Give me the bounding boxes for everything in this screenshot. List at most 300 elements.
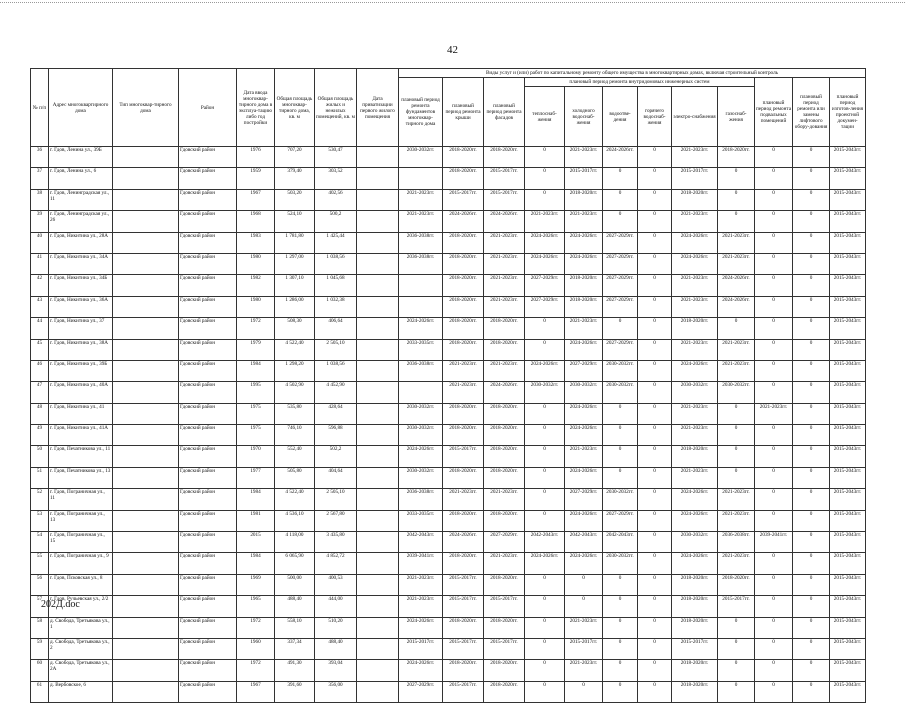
cell-drain: 2030-2032гг.: [603, 489, 638, 510]
cell-cold: 2018-2020гг.: [565, 296, 603, 317]
cell-foundation: 2036-2038гг.: [399, 253, 443, 274]
cell-basement: 0: [755, 425, 793, 446]
cell-basement: 0: [755, 296, 793, 317]
table-row: [31, 253, 866, 274]
cell-district: Гдовский район: [179, 510, 237, 531]
cell-num: 61: [31, 681, 49, 702]
cell-heat: 0: [525, 510, 565, 531]
table-row: [31, 553, 866, 574]
cell-priv: [357, 189, 399, 210]
cell-district: Гдовский район: [179, 617, 237, 638]
cell-elevator: 0: [793, 318, 830, 339]
cell-year: 1965: [237, 596, 275, 617]
cell-address: г. Гдов, Ленинградская ул., 11: [49, 189, 113, 210]
cell-address: г. Гдов, Никитина ул., 39Б: [49, 360, 113, 381]
cell-num: 43: [31, 296, 49, 317]
header-heat: теплоснаб-жения: [525, 87, 565, 147]
cell-priv: [357, 211, 399, 232]
cell-elevator: 0: [793, 467, 830, 488]
cell-heat: 0: [525, 339, 565, 360]
cell-type: [113, 360, 179, 381]
cell-year: 1976: [237, 147, 275, 168]
cell-roof: 2015-2017гг.: [443, 446, 484, 467]
table-row: [31, 318, 866, 339]
cell-basement: 0: [755, 211, 793, 232]
cell-electric: 2024-2026гг.: [672, 553, 718, 574]
cell-foundation: 2030-2032гг.: [399, 425, 443, 446]
cell-total: 503,20: [275, 189, 315, 210]
header-basement: плановый период ремонта подвальных помещений: [755, 78, 793, 147]
cell-address: д. Свобода, Третьякова ул., 2: [49, 638, 113, 659]
cell-design: 2015-2043гг.: [830, 574, 866, 595]
cell-foundation: 2039-2041гг.: [399, 553, 443, 574]
cell-basement: 0: [755, 553, 793, 574]
cell-basement: 0: [755, 489, 793, 510]
cell-design: 2015-2043гг.: [830, 275, 866, 296]
cell-hot: 0: [638, 638, 672, 659]
cell-cold: 2018-2020гг.: [565, 189, 603, 210]
cell-cold: 2018-2020гг.: [565, 275, 603, 296]
cell-living: 393,04: [315, 660, 357, 681]
table-row: [31, 467, 866, 488]
cell-address: г. Гдов, Никитина ул., 40А: [49, 382, 113, 403]
cell-design: 2015-2043гг.: [830, 403, 866, 424]
cell-drain: 0: [603, 403, 638, 424]
cell-address: г. Гдов, Пограничная ул., 13: [49, 510, 113, 531]
cell-type: [113, 168, 179, 189]
cell-facade: 2027-2029гг.: [484, 532, 525, 553]
cell-foundation: 2021-2023гг.: [399, 596, 443, 617]
cell-type: [113, 147, 179, 168]
cell-priv: [357, 532, 399, 553]
cell-year: 1983: [237, 232, 275, 253]
cell-type: [113, 617, 179, 638]
cell-heat: 2030-2032гг.: [525, 382, 565, 403]
cell-hot: 0: [638, 510, 672, 531]
cell-facade: 2018-2020гг.: [484, 403, 525, 424]
cell-year: 1979: [237, 339, 275, 360]
cell-hot: 0: [638, 318, 672, 339]
cell-electric: 2015-2017гг.: [672, 638, 718, 659]
cell-year: 1981: [237, 510, 275, 531]
cell-address: г. Гдов, Пограничная ул., 9: [49, 553, 113, 574]
header-systems-group: плановый период ремонта внутридомовых инженерных систем: [525, 78, 755, 87]
cell-total: 508,30: [275, 318, 315, 339]
header-electric: электро-снабжения: [672, 87, 718, 147]
cell-type: [113, 403, 179, 424]
cell-design: 2015-2043гг.: [830, 467, 866, 488]
cell-roof: 2018-2020гг.: [443, 275, 484, 296]
cell-hot: 0: [638, 574, 672, 595]
cell-num: 44: [31, 318, 49, 339]
cell-priv: [357, 232, 399, 253]
cell-facade: 2021-2023гг.: [484, 553, 525, 574]
cell-electric: 2018-2020гг.: [672, 574, 718, 595]
cell-drain: 0: [603, 425, 638, 446]
cell-year: 1975: [237, 425, 275, 446]
cell-address: г. Гдов, Псковская ул., 8: [49, 574, 113, 595]
cell-elevator: 0: [793, 446, 830, 467]
cell-year: 1959: [237, 168, 275, 189]
cell-heat: 0: [525, 168, 565, 189]
cell-roof: 2018-2020гг.: [443, 510, 484, 531]
cell-roof: 2018-2020гг.: [443, 553, 484, 574]
cell-heat: 0: [525, 574, 565, 595]
cell-design: 2015-2043гг.: [830, 253, 866, 274]
header-privatization: Дата приватизации первого жилого помещения: [357, 69, 399, 147]
cell-living: 2 567,80: [315, 510, 357, 531]
cell-drain: 0: [603, 596, 638, 617]
cell-num: 38: [31, 189, 49, 210]
cell-living: 1 425,44: [315, 232, 357, 253]
cell-hot: 0: [638, 553, 672, 574]
cell-facade: 2018-2020гг.: [484, 446, 525, 467]
cell-gas: 2018-2020гг.: [718, 147, 755, 168]
cell-district: Гдовский район: [179, 403, 237, 424]
cell-living: 500,2: [315, 211, 357, 232]
cell-type: [113, 253, 179, 274]
cell-drain: 0: [603, 574, 638, 595]
cell-facade: 2021-2023гг.: [484, 253, 525, 274]
cell-facade: 2018-2020гг.: [484, 617, 525, 638]
cell-heat: 0: [525, 189, 565, 210]
cell-foundation: 2033-2035гг.: [399, 510, 443, 531]
table-row: [31, 382, 866, 403]
cell-foundation: 2036-2038гг.: [399, 489, 443, 510]
cell-type: [113, 638, 179, 659]
cell-foundation: 2030-2032гг.: [399, 403, 443, 424]
cell-facade: 2018-2020гг.: [484, 339, 525, 360]
cell-year: 1972: [237, 318, 275, 339]
cell-district: Гдовский район: [179, 532, 237, 553]
cell-elevator: 0: [793, 403, 830, 424]
cell-foundation: 2015-2017гг.: [399, 638, 443, 659]
header-house-type: Тип многоквар-тирного дома: [113, 69, 179, 147]
cell-year: 1980: [237, 253, 275, 274]
cell-cold: 2015-2017гг.: [565, 168, 603, 189]
cell-district: Гдовский район: [179, 446, 237, 467]
cell-total: 488,40: [275, 596, 315, 617]
cell-elevator: 0: [793, 681, 830, 702]
cell-address: г. Гдов, Никитина ул., 34А: [49, 253, 113, 274]
cell-roof: 2018-2020гг.: [443, 232, 484, 253]
cell-foundation: [399, 275, 443, 296]
cell-elevator: 0: [793, 660, 830, 681]
cell-district: Гдовский район: [179, 253, 237, 274]
cell-heat: 0: [525, 318, 565, 339]
cell-priv: [357, 318, 399, 339]
cell-priv: [357, 553, 399, 574]
header-roof: плановый период ремонта крыши: [443, 78, 484, 147]
cell-living: 356,00: [315, 681, 357, 702]
cell-priv: [357, 425, 399, 446]
cell-cold: 0: [565, 596, 603, 617]
cell-district: Гдовский район: [179, 574, 237, 595]
cell-foundation: 2021-2023гг.: [399, 189, 443, 210]
cell-priv: [357, 617, 399, 638]
cell-type: [113, 510, 179, 531]
cell-type: [113, 596, 179, 617]
cell-hot: 0: [638, 681, 672, 702]
cell-gas: 2021-2023гг.: [718, 510, 755, 531]
cell-total: 391,60: [275, 681, 315, 702]
cell-gas: 0: [718, 189, 755, 210]
cell-elevator: 0: [793, 296, 830, 317]
cell-heat: 2021-2023гг.: [525, 211, 565, 232]
cell-cold: 2021-2023гг.: [565, 318, 603, 339]
cell-year: 1984: [237, 360, 275, 381]
cell-num: 54: [31, 532, 49, 553]
cell-priv: [357, 253, 399, 274]
cell-total: 500,00: [275, 574, 315, 595]
cell-elevator: 0: [793, 382, 830, 403]
cell-num: 56: [31, 574, 49, 595]
cell-basement: 2021-2023гг.: [755, 403, 793, 424]
cell-total: 1 781,80: [275, 232, 315, 253]
cell-facade: 2018-2020гг.: [484, 467, 525, 488]
cell-district: Гдовский район: [179, 211, 237, 232]
table-row: [31, 532, 866, 553]
cell-drain: 0: [603, 211, 638, 232]
cell-electric: 2021-2023гг.: [672, 339, 718, 360]
cell-type: [113, 425, 179, 446]
cell-drain: 2027-2029гг.: [603, 296, 638, 317]
cell-design: 2015-2043гг.: [830, 510, 866, 531]
cell-gas: 2021-2023гг.: [718, 360, 755, 381]
top-dotted-rule: [0, 2, 905, 3]
table-row: [31, 638, 866, 659]
cell-design: 2015-2043гг.: [830, 532, 866, 553]
cell-living: 530,47: [315, 147, 357, 168]
cell-type: [113, 489, 179, 510]
cell-basement: 0: [755, 446, 793, 467]
cell-facade: 2018-2020гг.: [484, 510, 525, 531]
cell-priv: [357, 360, 399, 381]
cell-heat: 0: [525, 147, 565, 168]
cell-num: 37: [31, 168, 49, 189]
cell-year: 1982: [237, 275, 275, 296]
cell-facade: 2018-2020гг.: [484, 574, 525, 595]
cell-gas: 2024-2026гг.: [718, 275, 755, 296]
cell-facade: 2021-2023гг.: [484, 489, 525, 510]
cell-gas: 2021-2023гг.: [718, 232, 755, 253]
cell-living: 404,64: [315, 467, 357, 488]
cell-cold: 2024-2026гг.: [565, 232, 603, 253]
cell-basement: 0: [755, 318, 793, 339]
cell-hot: 0: [638, 489, 672, 510]
cell-drain: 2024-2026гг.: [603, 147, 638, 168]
cell-gas: 2030-2032гг.: [718, 382, 755, 403]
table-row: [31, 403, 866, 424]
cell-district: Гдовский район: [179, 168, 237, 189]
cell-basement: 0: [755, 467, 793, 488]
cell-basement: 0: [755, 510, 793, 531]
cell-facade: 2018-2020гг.: [484, 147, 525, 168]
cell-cold: 2042-2043гг.: [565, 532, 603, 553]
cell-electric: 2021-2023гг.: [672, 403, 718, 424]
cell-heat: 0: [525, 681, 565, 702]
cell-hot: 0: [638, 403, 672, 424]
cell-drain: 0: [603, 660, 638, 681]
cell-year: 1995: [237, 382, 275, 403]
cell-electric: 2024-2026гг.: [672, 232, 718, 253]
page-number: 42: [447, 44, 458, 56]
cell-gas: 0: [718, 425, 755, 446]
cell-priv: [357, 339, 399, 360]
table-row: [31, 232, 866, 253]
cell-num: 42: [31, 275, 49, 296]
cell-gas: 0: [718, 467, 755, 488]
cell-num: 45: [31, 339, 49, 360]
cell-basement: 0: [755, 253, 793, 274]
cell-hot: 0: [638, 596, 672, 617]
cell-year: 1984: [237, 553, 275, 574]
cell-gas: 2036-2038гг.: [718, 532, 755, 553]
cell-heat: 0: [525, 446, 565, 467]
cell-year: 1984: [237, 489, 275, 510]
cell-facade: 2015-2017гг.: [484, 638, 525, 659]
cell-hot: 0: [638, 339, 672, 360]
cell-type: [113, 467, 179, 488]
cell-priv: [357, 168, 399, 189]
cell-facade: 2018-2020гг.: [484, 681, 525, 702]
cell-heat: 2024-2026гг.: [525, 253, 565, 274]
cell-foundation: [399, 296, 443, 317]
cell-priv: [357, 296, 399, 317]
cell-priv: [357, 489, 399, 510]
cell-drain: 2027-2029гг.: [603, 339, 638, 360]
cell-electric: 2021-2023гг.: [672, 296, 718, 317]
cell-foundation: 2033-2035гг.: [399, 339, 443, 360]
cell-design: 2015-2043гг.: [830, 296, 866, 317]
cell-year: 1970: [237, 446, 275, 467]
cell-design: 2015-2043гг.: [830, 660, 866, 681]
cell-heat: 0: [525, 617, 565, 638]
cell-basement: 0: [755, 147, 793, 168]
cell-basement: 0: [755, 660, 793, 681]
cell-num: 53: [31, 510, 49, 531]
table-row: [31, 360, 866, 381]
cell-year: 1977: [237, 467, 275, 488]
cell-foundation: 2036-2038гг.: [399, 232, 443, 253]
cell-basement: 0: [755, 638, 793, 659]
cell-total: 337,34: [275, 638, 315, 659]
cell-type: [113, 553, 179, 574]
cell-gas: 0: [718, 446, 755, 467]
cell-priv: [357, 403, 399, 424]
cell-living: 400,53: [315, 574, 357, 595]
cell-district: Гдовский район: [179, 232, 237, 253]
cell-hot: 0: [638, 296, 672, 317]
cell-num: 46: [31, 360, 49, 381]
cell-foundation: 2024-2026гг.: [399, 446, 443, 467]
cell-living: 4 852,72: [315, 553, 357, 574]
cell-roof: 2015-2017гг.: [443, 574, 484, 595]
cell-cold: 2024-2026гг.: [565, 403, 603, 424]
cell-basement: 2039-2041гг.: [755, 532, 793, 553]
cell-gas: 2018-2020гг.: [718, 574, 755, 595]
cell-elevator: 0: [793, 553, 830, 574]
cell-design: 2015-2043гг.: [830, 339, 866, 360]
cell-gas: 0: [718, 211, 755, 232]
cell-design: 2015-2043гг.: [830, 232, 866, 253]
cell-cold: 2021-2023гг.: [565, 446, 603, 467]
cell-design: 2015-2043гг.: [830, 617, 866, 638]
table-row: [31, 446, 866, 467]
cell-basement: 0: [755, 339, 793, 360]
cell-electric: 2021-2023гг.: [672, 275, 718, 296]
cell-electric: 2024-2026гг.: [672, 510, 718, 531]
cell-gas: 0: [718, 617, 755, 638]
cell-facade: 2018-2020гг.: [484, 318, 525, 339]
cell-num: 52: [31, 489, 49, 510]
table-body: [31, 147, 866, 703]
cell-facade: 2024-2026гг.: [484, 382, 525, 403]
cell-drain: 0: [603, 446, 638, 467]
cell-roof: 2021-2023гг.: [443, 360, 484, 381]
cell-district: Гдовский район: [179, 382, 237, 403]
cell-gas: 2021-2023гг.: [718, 253, 755, 274]
cell-heat: 2024-2026гг.: [525, 553, 565, 574]
cell-num: 40: [31, 232, 49, 253]
cell-roof: 2018-2020гг.: [443, 403, 484, 424]
cell-living: 2 505,10: [315, 489, 357, 510]
table-row: [31, 296, 866, 317]
cell-foundation: 2042-2043гг.: [399, 532, 443, 553]
cell-elevator: 0: [793, 232, 830, 253]
cell-year: 1980: [237, 296, 275, 317]
cell-electric: 2024-2026гг.: [672, 489, 718, 510]
header-works-group: Виды услуг и (или) работ по капитальному ремонту общего имущества в многоквартирных домах, включая строительный контроль: [399, 69, 866, 78]
cell-heat: 2027-2029гг.: [525, 296, 565, 317]
cell-elevator: 0: [793, 510, 830, 531]
cell-roof: 2018-2020гг.: [443, 467, 484, 488]
header-year: Дата ввода многоквар-тирного дома в эксплуа-тацию либо год постройки: [237, 69, 275, 147]
cell-type: [113, 211, 179, 232]
cell-priv: [357, 638, 399, 659]
cell-address: г. Гдов, Ленинградская ул., 26: [49, 211, 113, 232]
cell-num: 39: [31, 211, 49, 232]
cell-foundation: 2021-2023гг.: [399, 211, 443, 232]
cell-facade: 2021-2023гг.: [484, 296, 525, 317]
cell-heat: 0: [525, 596, 565, 617]
cell-heat: 0: [525, 467, 565, 488]
cell-living: 303,52: [315, 168, 357, 189]
cell-type: [113, 275, 179, 296]
cell-elevator: 0: [793, 189, 830, 210]
cell-electric: 2018-2020гг.: [672, 617, 718, 638]
cell-address: г. Гдов, Никитина ул., 38А: [49, 339, 113, 360]
cell-electric: 2021-2023гг.: [672, 467, 718, 488]
cell-design: 2015-2043гг.: [830, 211, 866, 232]
cell-drain: 0: [603, 318, 638, 339]
cell-total: 535,80: [275, 403, 315, 424]
header-foundation: плановый период ремонта фундаментов многоквар-тирного дома: [399, 78, 443, 147]
cell-hot: 0: [638, 617, 672, 638]
cell-elevator: 0: [793, 596, 830, 617]
cell-priv: [357, 596, 399, 617]
cell-design: 2015-2043гг.: [830, 596, 866, 617]
cell-heat: 0: [525, 638, 565, 659]
cell-priv: [357, 382, 399, 403]
cell-drain: 2030-2032гг.: [603, 382, 638, 403]
cell-basement: 0: [755, 574, 793, 595]
cell-gas: 0: [718, 638, 755, 659]
cell-design: 2015-2043гг.: [830, 681, 866, 702]
cell-hot: 0: [638, 660, 672, 681]
header-cold-water: холодного водоснаб-жения: [565, 87, 603, 147]
cell-hot: 0: [638, 253, 672, 274]
